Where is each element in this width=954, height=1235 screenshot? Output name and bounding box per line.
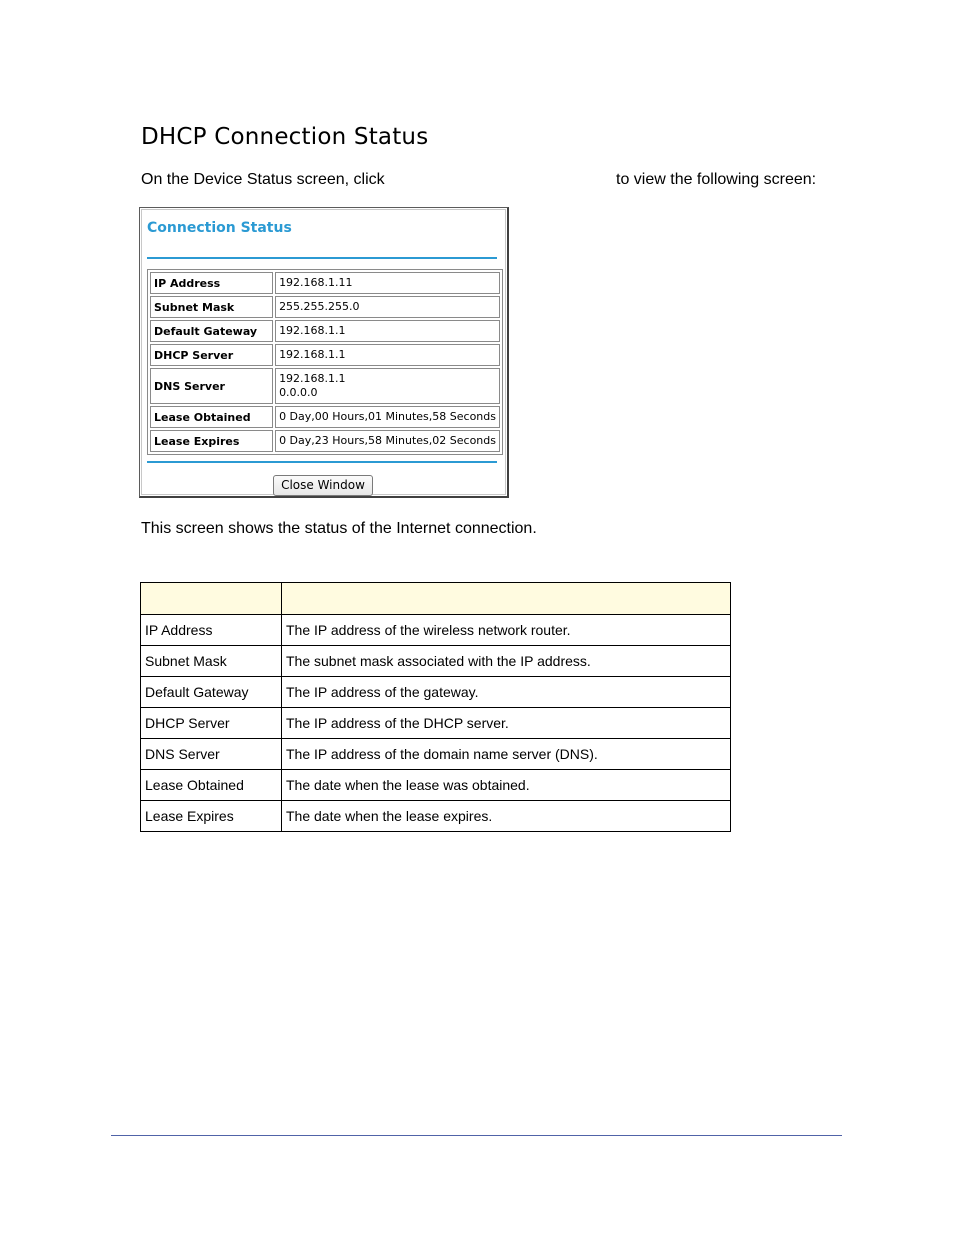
connection-status-dialog bbox=[139, 207, 509, 498]
status-row bbox=[150, 406, 500, 428]
field-name-cell: Lease Expires bbox=[141, 801, 282, 832]
status-value-line: 192.168.1.1 bbox=[279, 348, 346, 361]
field-name-cell: Subnet Mask bbox=[141, 646, 282, 677]
table-row bbox=[141, 708, 731, 739]
field-name-cell: DNS Server bbox=[141, 739, 282, 770]
status-value-line: 255.255.255.0 bbox=[279, 300, 360, 313]
status-value bbox=[275, 368, 500, 404]
field-name-cell: Lease Obtained bbox=[141, 770, 282, 801]
table-row bbox=[141, 770, 731, 801]
table-header-row bbox=[141, 583, 731, 615]
status-value bbox=[275, 320, 500, 342]
status-row bbox=[150, 430, 500, 452]
status-value bbox=[275, 430, 500, 452]
intro-paragraph bbox=[141, 171, 841, 191]
field-reference-table bbox=[140, 582, 731, 832]
table-header-description bbox=[282, 583, 731, 615]
status-row bbox=[150, 272, 500, 294]
footer-divider bbox=[111, 1135, 842, 1136]
table-row bbox=[141, 801, 731, 832]
section-heading: DHCP Connection Status bbox=[141, 124, 429, 150]
status-row bbox=[150, 296, 500, 318]
close-window-button[interactable]: Close Window bbox=[273, 475, 373, 496]
field-name-cell: IP Address bbox=[141, 615, 282, 646]
field-description-cell: The IP address of the DHCP server. bbox=[282, 708, 731, 739]
connection-status-table bbox=[147, 269, 503, 455]
field-description-cell: The date when the lease expires. bbox=[282, 801, 731, 832]
table-row bbox=[141, 615, 731, 646]
status-value bbox=[275, 344, 500, 366]
status-label: Subnet Mask bbox=[150, 296, 273, 318]
status-row bbox=[150, 344, 500, 366]
status-label: Lease Expires bbox=[150, 430, 273, 452]
status-label: DNS Server bbox=[150, 368, 273, 404]
status-label: Default Gateway bbox=[150, 320, 273, 342]
field-description-cell: The date when the lease was obtained. bbox=[282, 770, 731, 801]
field-name-cell: Default Gateway bbox=[141, 677, 282, 708]
status-row bbox=[150, 368, 500, 404]
intro-text-after: to view the following screen: bbox=[616, 171, 817, 188]
status-value-line: 0 Day,23 Hours,58 Minutes,02 Seconds bbox=[279, 434, 496, 447]
field-description-cell: The subnet mask associated with the IP address. bbox=[282, 646, 731, 677]
dialog-divider-top bbox=[147, 257, 497, 259]
status-value-line: 0.0.0.0 bbox=[279, 386, 318, 399]
status-value-line: 192.168.1.1 bbox=[279, 324, 346, 337]
status-value bbox=[275, 272, 500, 294]
table-row bbox=[141, 677, 731, 708]
status-row bbox=[150, 320, 500, 342]
status-value-line: 192.168.1.1 bbox=[279, 372, 346, 385]
dialog-divider-bottom bbox=[147, 461, 497, 463]
status-value bbox=[275, 296, 500, 318]
status-label: DHCP Server bbox=[150, 344, 273, 366]
field-description-cell: The IP address of the wireless network router. bbox=[282, 615, 731, 646]
field-description-cell: The IP address of the gateway. bbox=[282, 677, 731, 708]
table-row bbox=[141, 739, 731, 770]
dialog-title: Connection Status bbox=[147, 220, 292, 236]
table-header-field bbox=[141, 583, 282, 615]
field-description-cell: The IP address of the domain name server (DNS). bbox=[282, 739, 731, 770]
status-value-line: 0 Day,00 Hours,01 Minutes,58 Seconds bbox=[279, 410, 496, 423]
status-label: Lease Obtained bbox=[150, 406, 273, 428]
description-text: This screen shows the status of the Internet connection. bbox=[141, 520, 537, 537]
status-value bbox=[275, 406, 500, 428]
intro-text-before: On the Device Status screen, click bbox=[141, 171, 385, 188]
field-name-cell: DHCP Server bbox=[141, 708, 282, 739]
status-label: IP Address bbox=[150, 272, 273, 294]
dialog-body bbox=[141, 209, 506, 495]
table-row bbox=[141, 646, 731, 677]
status-value-line: 192.168.1.11 bbox=[279, 276, 353, 289]
